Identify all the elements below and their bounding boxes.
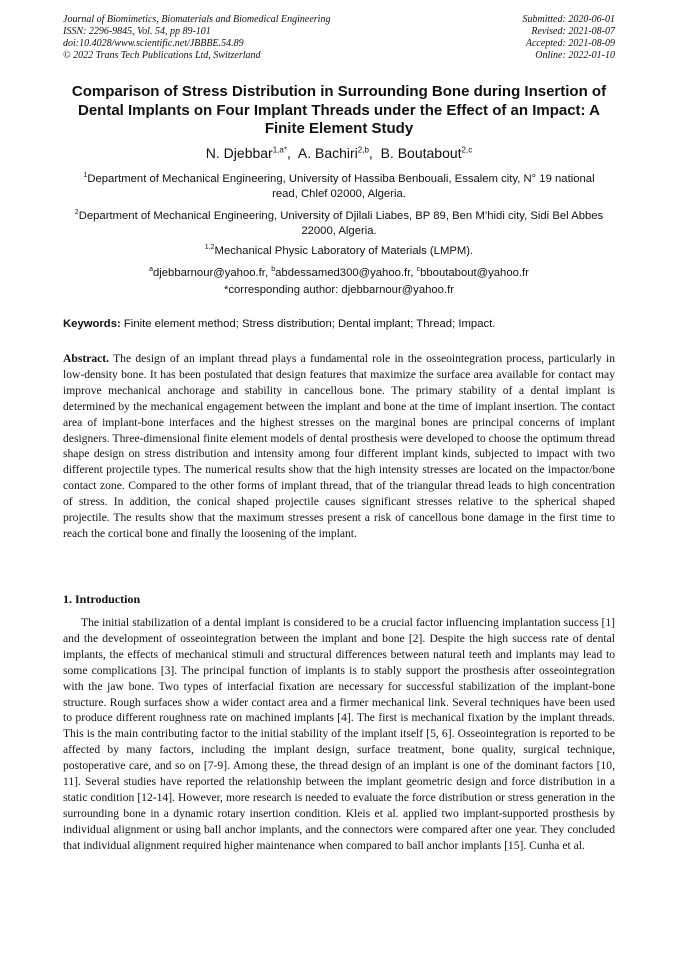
affiliation-text: Mechanical Physic Laboratory of Materials (LMPM).: [214, 244, 474, 257]
author-name: B. Boutabout: [380, 145, 462, 161]
keywords-text: Finite element method; Stress distribution; Dental implant; Thread; Impact.: [123, 318, 496, 330]
paper-title: Comparison of Stress Distribution in Surrounding Bone during Insertion of Dental Implants on Four Implant Threads under the Effect of an Impact: A Finite Element Study: [71, 83, 607, 137]
revised-date: Revised: 2021-08-07: [531, 26, 615, 37]
email-sup: b: [271, 266, 276, 273]
introduction-text: The initial stabilization of a dental implant is considered to be a crucial factor influencing implantation success [1] and the development of osseointegration between the implant and bone [2]. Despite the high success rate of dental implants, the effects of mechanical stimuli and structural differences between natural teeth and implants may lead to some complications [3]. The principal function of implants is to stably support the prosthesis after osseointegration with the jaw bone. Two types of interfacial fixation are necessary for successful stabilization of the implant-bone structure. Rough surfaces show a wider contact area and a firmer mechanical link. Several techniques have been used to produce different roughness rate on machined implants [4]. The first is mechanical fixation by the implant threads. This is the main contributing factor to the initial stability of the implant itself [5, 6]. Osseointegration is reported to be affected by many factors, including the implant design, surface treatment, bone quality, surgical technique, postoperative care, and so on [7-9]. Among these, the thread design of an implant is one of the dominant factors [10, 11]. Several studies have reported the relationship between the implant geometric design and force distribution in a static condition [12-14]. However, more research is needed to evaluate the force distribution or stress generation in the surrounding bone in a dynamic rotary insertion condition. Kleis et al. applied two implant-supported prosthesis by individual alignment or using ball anchor implants, and the connectors were compared after one year. They concluded that individual alignment required higher maintenance when compared to ball anchor implants [15]. Cunha et al.: [63, 616, 615, 852]
affiliation-3: [70, 240, 608, 259]
keywords: [63, 318, 615, 330]
introduction-section: [63, 615, 615, 854]
email-sup: a: [149, 266, 153, 273]
affiliation-text: Department of Mechanical Engineering, University of Hassiba Benbouali, Essalem city, N° 19 national read, Chlef 02000, Algeria.: [87, 172, 595, 200]
author-sup: 1,a*: [272, 145, 287, 155]
affiliation-2: [70, 205, 608, 239]
email-link[interactable]: bboutabout@yahoo.fr: [420, 266, 529, 279]
issn-line: ISSN: 2296-9845, Vol. 54, pp 89-101: [63, 26, 211, 37]
keywords-label: Keywords:: [63, 318, 121, 330]
affiliation-sup: 1,2: [204, 244, 215, 251]
corresponding-author: *corresponding author: djebbarnour@yahoo.fr: [223, 284, 455, 296]
author-name: N. Djebbar: [205, 145, 273, 161]
abstract-label: Abstract.: [63, 352, 110, 365]
author-sup: 2,b: [357, 145, 369, 155]
email-link[interactable]: djebbarnour@yahoo.fr: [152, 266, 265, 279]
journal-info: [63, 14, 330, 62]
online-date: Online: 2022-01-10: [535, 50, 615, 61]
email-link[interactable]: abdessamed300@yahoo.fr: [275, 266, 411, 279]
affiliation-text: Department of Mechanical Engineering, University of Djilali Liabes, BP 89, Ben M’hidi city, Sidi Bel Abbes 22000, Algeria.: [78, 209, 604, 237]
author-sup: 2,c: [461, 145, 473, 155]
dates-info: [523, 14, 616, 62]
section-heading: 1. Introduction: [63, 592, 141, 606]
affiliation-sup: 1: [83, 172, 88, 179]
abstract-section: [63, 351, 615, 542]
copyright-line: © 2022 Trans Tech Publications Ltd, Switzerland: [63, 50, 261, 61]
abstract-text: The design of an implant thread plays a fundamental role in the osseointegration process, particularly in low-density bone. It has been postulated that design features that maximize the surface area available for contact may improve mechanical anchorage and stability in cancellous bone. The primary stability of a dental implant is determined by the mechanical engagement between the implant and bone at the time of implant insertion. The contact area of implant-bone interfaces and the highest stresses on the marginal bones are principal concerns of implant designers. Three-dimensional finite element models of dental prosthesis were developed to choose the optimum thread shape design on stress distribution and intensity among four different implant kinds, subjected to impact with two different projectile types. The numerical results show that the high intensity stresses are located on the impactor/bone contact zone. Compared to the other forms of implant thread, that of the triangular thread leads to high concentration of stress. In addition, the conical shaped projectile causes significant stresses relative to the spherical shaped projectile. The results show that the maximum stresses present a risk of cancellous bone damage in the first time to reach the cortical bone and finally the loosening of the implant.: [63, 352, 615, 540]
journal-name: Journal of Biomimetics, Biomaterials and Biomedical Engineering: [63, 14, 331, 25]
email-sup: c: [416, 266, 421, 273]
author-list: N. Djebbar$^{1,a*}$, A. Bachiri$^{2,b}$, B. Boutabout$^{2,c}$: [205, 145, 473, 161]
accepted-date: Accepted: 2021-08-09: [525, 38, 615, 49]
affiliation-sup: 2: [74, 209, 79, 216]
submitted-date: Submitted: 2020-06-01: [522, 14, 615, 25]
affiliation-1: [70, 168, 608, 202]
email-list: $^a$djebbarnour@yahoo.fr, $^b$abdessamed300@yahoo.fr, $^c$bboutabout@yahoo.fr: [149, 266, 529, 279]
author-name: A. Bachiri: [297, 145, 358, 161]
doi-line: doi:10.4028/www.scientific.net/JBBBE.54.89: [63, 38, 244, 49]
